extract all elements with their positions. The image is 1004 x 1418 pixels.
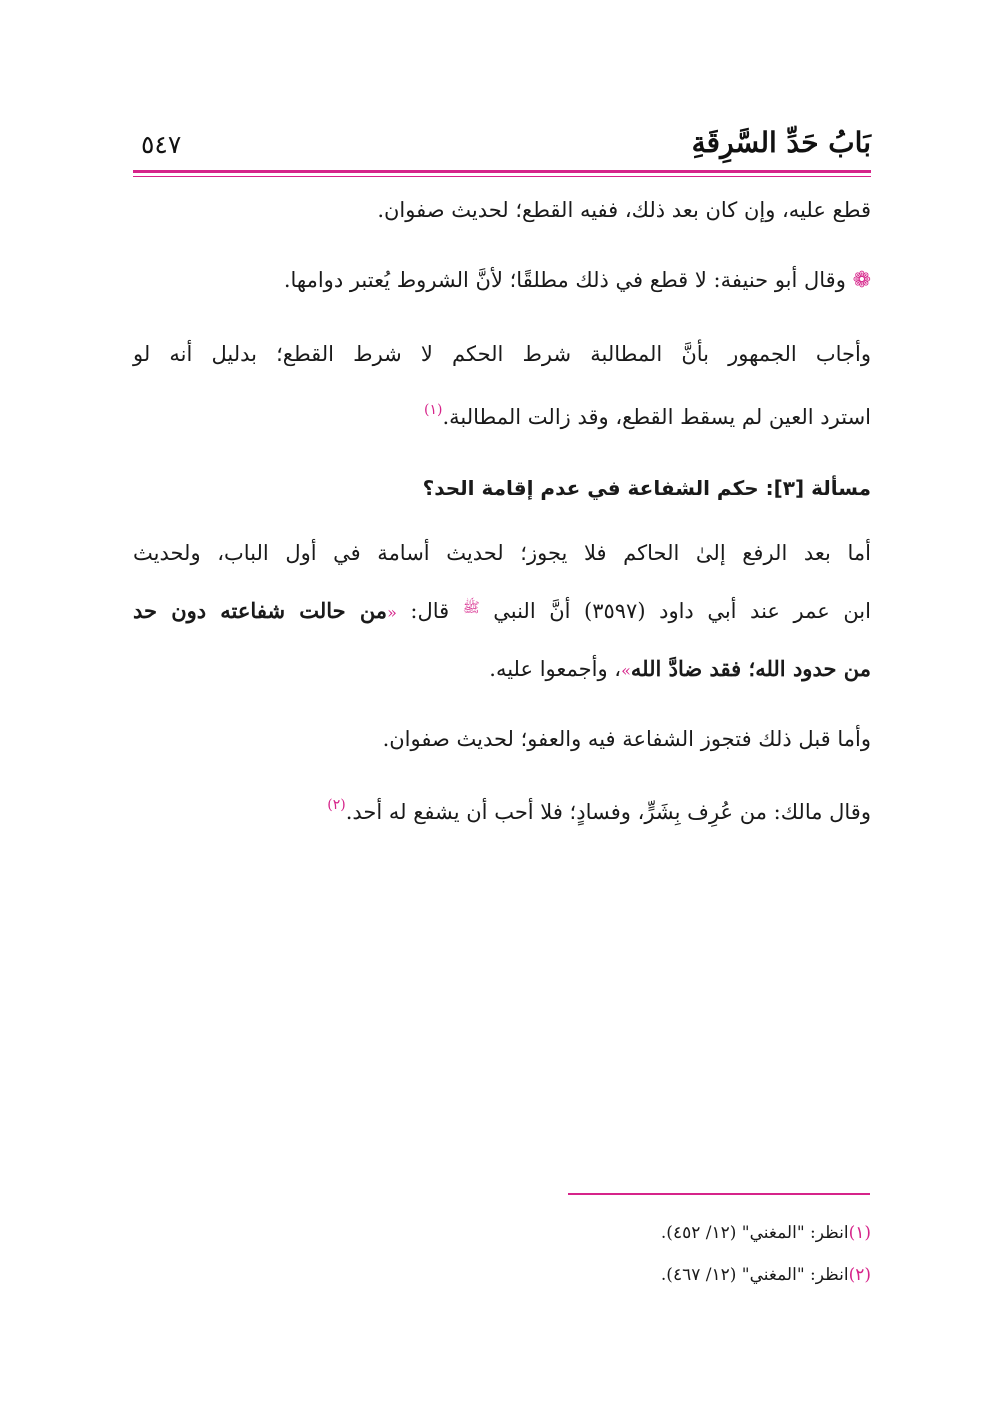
footnote-ref-1[interactable]: (١) (424, 402, 443, 418)
masala-heading (133, 476, 871, 500)
paragraph-5 (133, 727, 871, 751)
quote-open: « (387, 603, 397, 622)
paragraph-3-line-2 (133, 402, 871, 429)
paragraph-4-line-2 (133, 598, 871, 623)
salutation-glyph: ﷺ (462, 600, 480, 616)
paragraph-2 (133, 268, 871, 293)
footnote-separator (568, 1193, 870, 1195)
paragraph-1-text: قطع عليه، وإن كان بعد ذلك، ففيه القطع؛ لحديث صفوان. (377, 198, 871, 222)
running-title: بَابُ حَدِّ السَّرِقَةِ (691, 126, 871, 159)
footnote-ref-2[interactable]: (٢) (327, 797, 346, 813)
header-rule-thin (133, 176, 871, 177)
paragraph-4-line-3-rest: ، وأجمعوا عليه. (489, 657, 622, 681)
page-number: ٥٤٧ (141, 130, 182, 159)
footnote-2 (133, 1265, 871, 1285)
footnote-1 (133, 1223, 871, 1243)
footnote-2-number: (٢) (848, 1265, 871, 1285)
paragraph-6 (133, 797, 871, 824)
footnote-2-text: انظر: "المغني" (١٢/ ٤٦٧). (660, 1265, 849, 1285)
paragraph-3-line-1-text: وأجاب الجمهور بأنَّ المطالبة شرط الحكم لا شرط القطع؛ بدليل أنه لو (133, 342, 871, 366)
paragraph-2-text: وقال أبو حنيفة: لا قطع في ذلك مطلقًا؛ لأنَّ الشروط يُعتبر دوامها. (283, 268, 846, 292)
paragraph-1 (133, 198, 871, 222)
hadith-text-part-2: من حدود الله؛ فقد ضادَّ الله (630, 656, 871, 681)
paragraph-4-line-2-text-b: قال: (410, 599, 450, 623)
quote-close: » (621, 661, 631, 680)
masala-title: حكم الشفاعة في عدم إقامة الحد؟ (422, 476, 759, 500)
paragraph-3-line-2-text: استرد العين لم يسقط القطع، وقد زالت المطالبة. (442, 405, 871, 429)
paragraph-4-line-3 (133, 656, 871, 681)
paragraph-3-line-1 (133, 342, 871, 366)
flower-bullet-icon: ❁ (852, 268, 871, 293)
hadith-text-part-1: من حالت شفاعته دون حد (133, 598, 388, 623)
paragraph-4-line-1-text: أما بعد الرفع إلىٰ الحاكم فلا يجوز؛ لحديث أسامة في أول الباب، ولحديث (133, 541, 871, 565)
paragraph-4-line-2-text-a: ابن عمر عند أبي داود (٣٥٩٧) أنَّ النبي (493, 599, 871, 623)
paragraph-4-line-1 (133, 541, 871, 565)
page-header (133, 120, 871, 170)
paragraph-5-text: وأما قبل ذلك فتجوز الشفاعة فيه والعفو؛ لحديث صفوان. (382, 727, 871, 751)
footnote-1-text: انظر: "المغني" (١٢/ ٤٥٢). (660, 1223, 849, 1243)
header-rule-thick (133, 170, 871, 173)
footnote-1-number: (١) (848, 1223, 871, 1243)
masala-label: مسألة [٣]: (765, 476, 871, 500)
paragraph-6-text: وقال مالك: من عُرِف بِشَرٍّ، وفسادٍ؛ فلا أحب أن يشفع له أحد. (345, 800, 871, 824)
